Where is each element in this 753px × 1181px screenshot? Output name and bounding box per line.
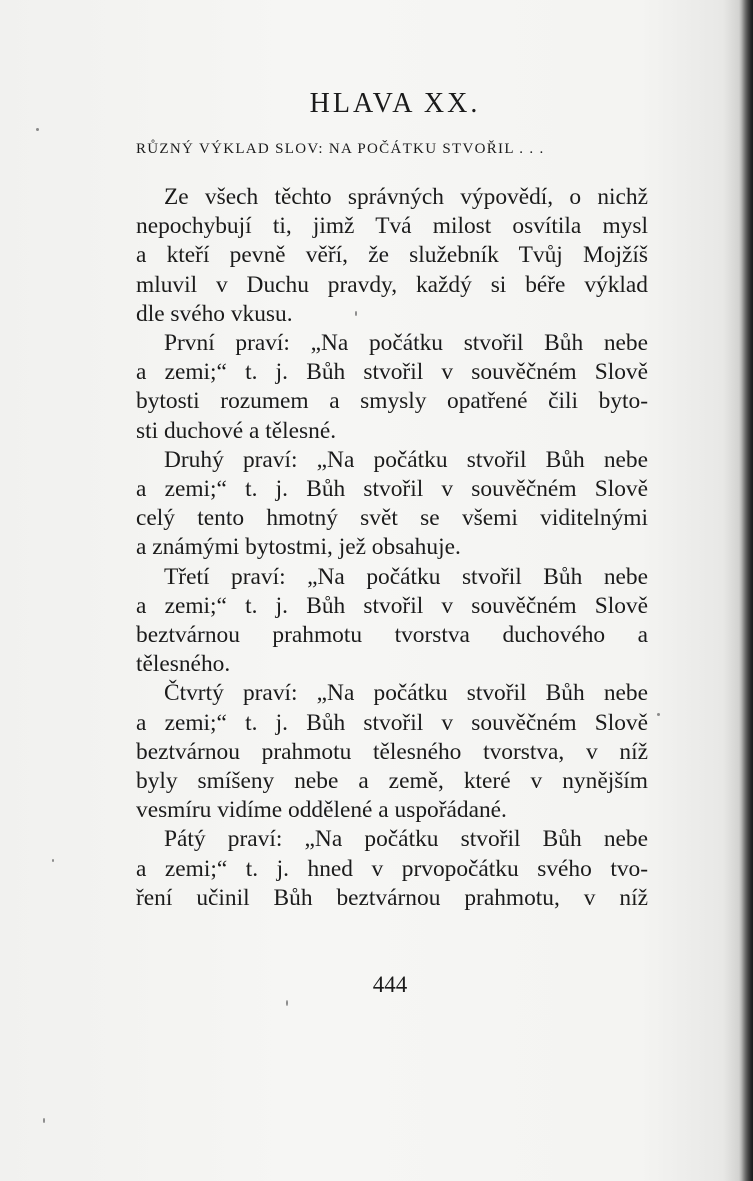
chapter-subtitle: RŮZNÝ VÝKLAD SLOV: NA POČÁTKU STVOŘIL . . . [136, 141, 545, 157]
text-line: ření učinil Bůh beztvárnou prahmotu, v níž [136, 884, 648, 911]
text-line: a zemi;“ t. j. hned v prvopočátku svého tvo- [136, 855, 648, 882]
body-text [136, 183, 648, 913]
text-line: a zemi;“ t. j. Bůh stvořil v souvěčném Slově [136, 359, 648, 386]
text-line: nepochybují ti, jimž Tvá milost osvítila mysl [136, 213, 648, 240]
text-line: Pátý praví: „Na počátku stvořil Bůh nebe [164, 826, 648, 853]
scan-speck [286, 1000, 288, 1006]
text-line: a kteří pevně věří, že služebník Tvůj Mojžíš [136, 242, 648, 269]
text-line: a zemi;“ t. j. Bůh stvořil v souvěčném Slově [136, 709, 648, 736]
text-line: a známými bytostmi, jež obsahuje. [136, 534, 461, 561]
paragraph [136, 329, 648, 446]
scan-speck [52, 859, 54, 862]
text-line: Druhý praví: „Na počátku stvořil Bůh nebe [164, 446, 648, 473]
page-number: 444 [372, 972, 408, 997]
text-line: vesmíru vidíme oddělené a uspořádané. [136, 797, 507, 824]
text-line: mluvil v Duchu pravdy, každý si béře výklad [136, 271, 648, 298]
scan-speck [657, 713, 660, 716]
text-line: beztvárnou prahmotu tvorstva duchového a [136, 622, 648, 649]
paragraph [136, 679, 648, 825]
text-line: beztvárnou prahmotu tělesného tvorstva, v níž [136, 738, 648, 765]
page-gutter-shadow [739, 0, 753, 1181]
chapter-title: HLAVA XX. [309, 88, 481, 119]
text-line: a zemi;“ t. j. Bůh stvořil v souvěčném Slově [136, 476, 648, 503]
text-line: Čtvrtý praví: „Na počátku stvořil Bůh nebe [164, 680, 648, 707]
text-line: sti duchové a tělesné. [136, 417, 337, 444]
text-line: a zemi;“ t. j. Bůh stvořil v souvěčném Slově [136, 592, 648, 619]
text-line: První praví: „Na počátku stvořil Bůh nebe [164, 330, 648, 357]
text-line: Ze všech těchto správných výpovědí, o nichž [164, 184, 648, 210]
scan-speck [36, 128, 39, 131]
text-line: bytosti rozumem a smysly opatřené čili byto- [136, 388, 648, 415]
text-line: Třetí praví: „Na počátku stvořil Bůh nebe [164, 563, 648, 590]
paragraph [136, 825, 648, 913]
scan-speck [43, 1118, 45, 1123]
paragraph [136, 183, 648, 329]
paragraph [136, 446, 648, 563]
text-line: tělesného. [136, 651, 231, 678]
scan-speck [355, 311, 357, 316]
text-line: byly smíšeny nebe a země, které v nynějším [136, 768, 648, 795]
text-line: celý tento hmotný svět se všemi viditelnými [136, 505, 648, 532]
text-line: dle svého vkusu. [136, 300, 293, 327]
paragraph [136, 563, 648, 680]
